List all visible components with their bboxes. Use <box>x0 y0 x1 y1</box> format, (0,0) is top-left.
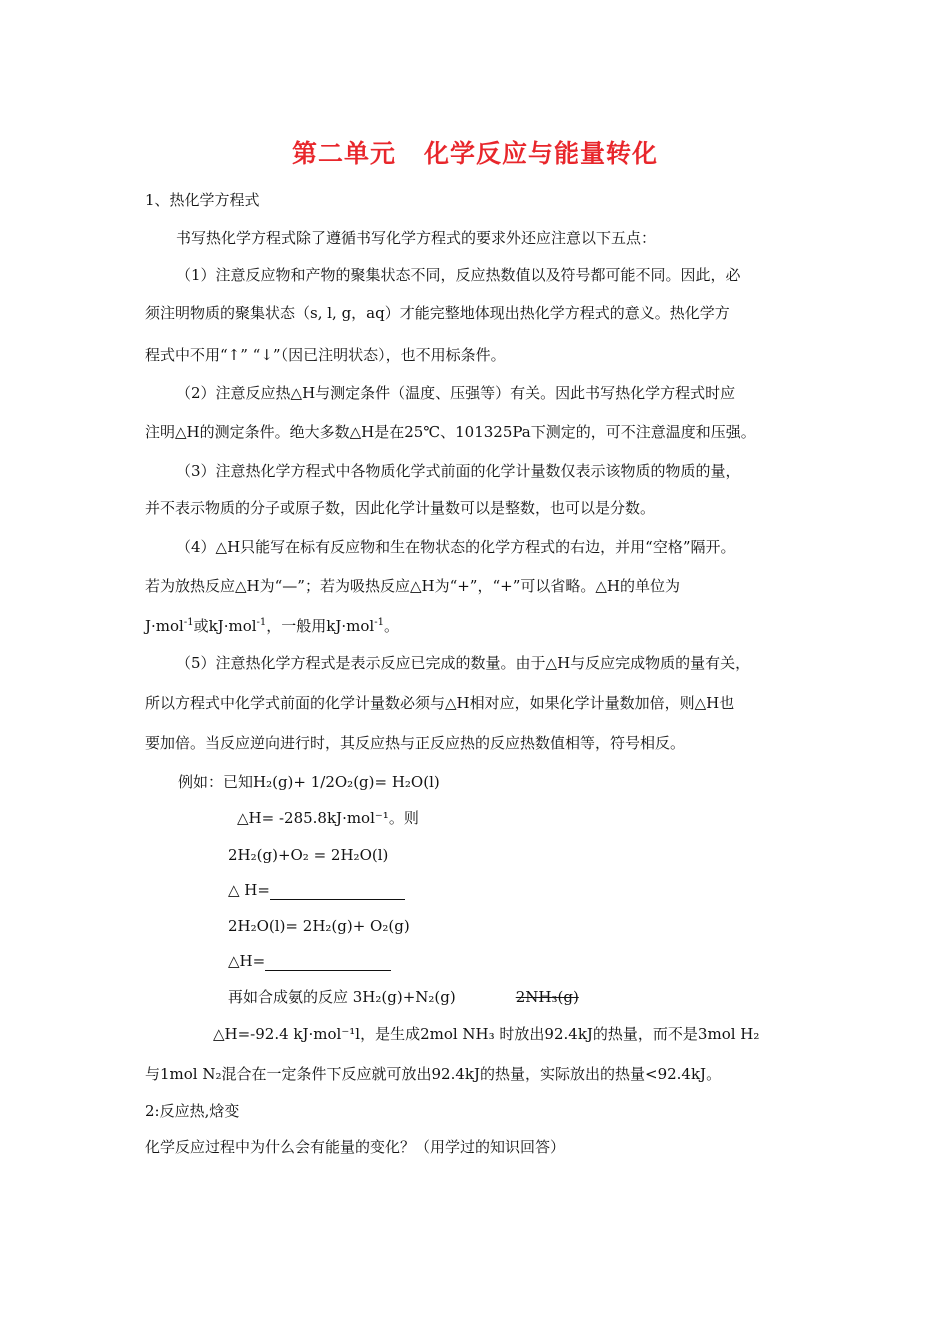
point3-line2: 并不表示物质的分子或原子数，因此化学计量数可以是整数，也可以是分数。 <box>145 499 656 517</box>
title-topic: 化学反应与能量转化 <box>424 139 659 168</box>
answer-blank-2[interactable] <box>265 954 391 971</box>
intro-paragraph: 书写热化学方程式除了遵循书写化学方程式的要求外还应注意以下五点： <box>176 229 657 247</box>
section2-heading: 2:反应热,焓变 <box>145 1102 240 1120</box>
ammonia-reactants: 再如合成氨的反应 3H₂(g)+N₂(g) <box>228 988 456 1006</box>
example-delta-h-2 <box>228 880 405 900</box>
example-equation-3: 2H₂O(l)= 2H₂(g)+ O₂(g) <box>228 917 410 935</box>
point2-line2: 注明△H的测定条件。绝大多数△H是在25℃、101325Pa下测定的，可不注意温度和压强。 <box>145 423 756 441</box>
point1-line2: 须注明物质的聚集状态（s, l, g，aq）才能完整地体现出热化学方程式的意义。热化学方 <box>145 304 730 322</box>
point3-line1: （3）注意热化学方程式中各物质化学式前面的化学计量数仅表示该物质的物质的量， <box>176 462 741 480</box>
delta-h-label: △H= <box>228 952 266 970</box>
unit-common: ，一般用kJ·mol <box>266 617 375 635</box>
example-equation-2: 2H₂(g)+O₂ = 2H₂O(l) <box>228 846 389 864</box>
point5-line3: 要加倍。当反应逆向进行时，其反应热与正反应热的反应热数值相等，符号相反。 <box>145 734 686 752</box>
unit-exponent: -1 <box>374 617 384 628</box>
unit-or-kj-mol: 或kJ·mol <box>193 617 257 635</box>
point4-line2: 若为放热反应△H为“—”；若为吸热反应△H为“+”，“+”可以省略。△H的单位为 <box>145 577 681 595</box>
question-text: 化学反应过程中为什么会有能量的变化？（用学过的知识回答） <box>145 1138 566 1156</box>
ammonia-reaction <box>228 987 579 1007</box>
example-delta-h-3 <box>228 951 391 971</box>
unit-end: 。 <box>383 617 399 635</box>
point2-line1: （2）注意反应热△H与测定条件（温度、压强等）有关。因此书写热化学方程式时应 <box>176 384 736 402</box>
point5-line1: （5）注意热化学方程式是表示反应已完成的数量。由于△H与反应完成物质的量有关， <box>176 654 751 672</box>
example-delta-h-1: △H= -285.8kJ·mol⁻¹。则 <box>237 809 419 827</box>
point5-line2: 所以方程式中化学式前面的化学计量数必须与△H相对应，如果化学计量数加倍，则△H也 <box>145 694 735 712</box>
point4-line1: （4）△H只能写在标有反应物和生在物状态的化学方程式的右边，并用“空格”隔开。 <box>176 538 736 556</box>
point4-line3 <box>145 616 399 636</box>
ammonia-explanation-line2: 与1mol N₂混合在一定条件下反应就可放出92.4kJ的热量，实际放出的热量<92.4kJ。 <box>145 1065 722 1083</box>
delta-h-label: △ H= <box>228 881 270 899</box>
point1-line3: 程式中不用“↑” “↓”（因已注明状态），也不用标条件。 <box>145 346 506 364</box>
unit-exponent: -1 <box>256 617 267 628</box>
unit-exponent: -1 <box>183 617 194 628</box>
section1-heading: 1、热化学方程式 <box>145 191 260 209</box>
answer-blank-1[interactable] <box>270 883 405 900</box>
example-equation-1: 例如：已知H₂(g)+ 1/2O₂(g)= H₂O(l) <box>178 773 440 791</box>
unit-j-mol: J·mol <box>145 617 184 635</box>
page-title <box>0 134 950 170</box>
point1-line1: （1）注意反应物和产物的聚集状态不同，反应热数值以及符号都可能不同。因此，必 <box>176 266 741 284</box>
ammonia-explanation-line1: △H=-92.4 kJ·mol⁻¹l，是生成2mol NH₃ 时放出92.4kJ的热量，而不是3mol H₂ <box>213 1025 760 1043</box>
title-unit: 第二单元 <box>291 139 396 168</box>
ammonia-product: 2NH₃(g) <box>515 988 579 1006</box>
